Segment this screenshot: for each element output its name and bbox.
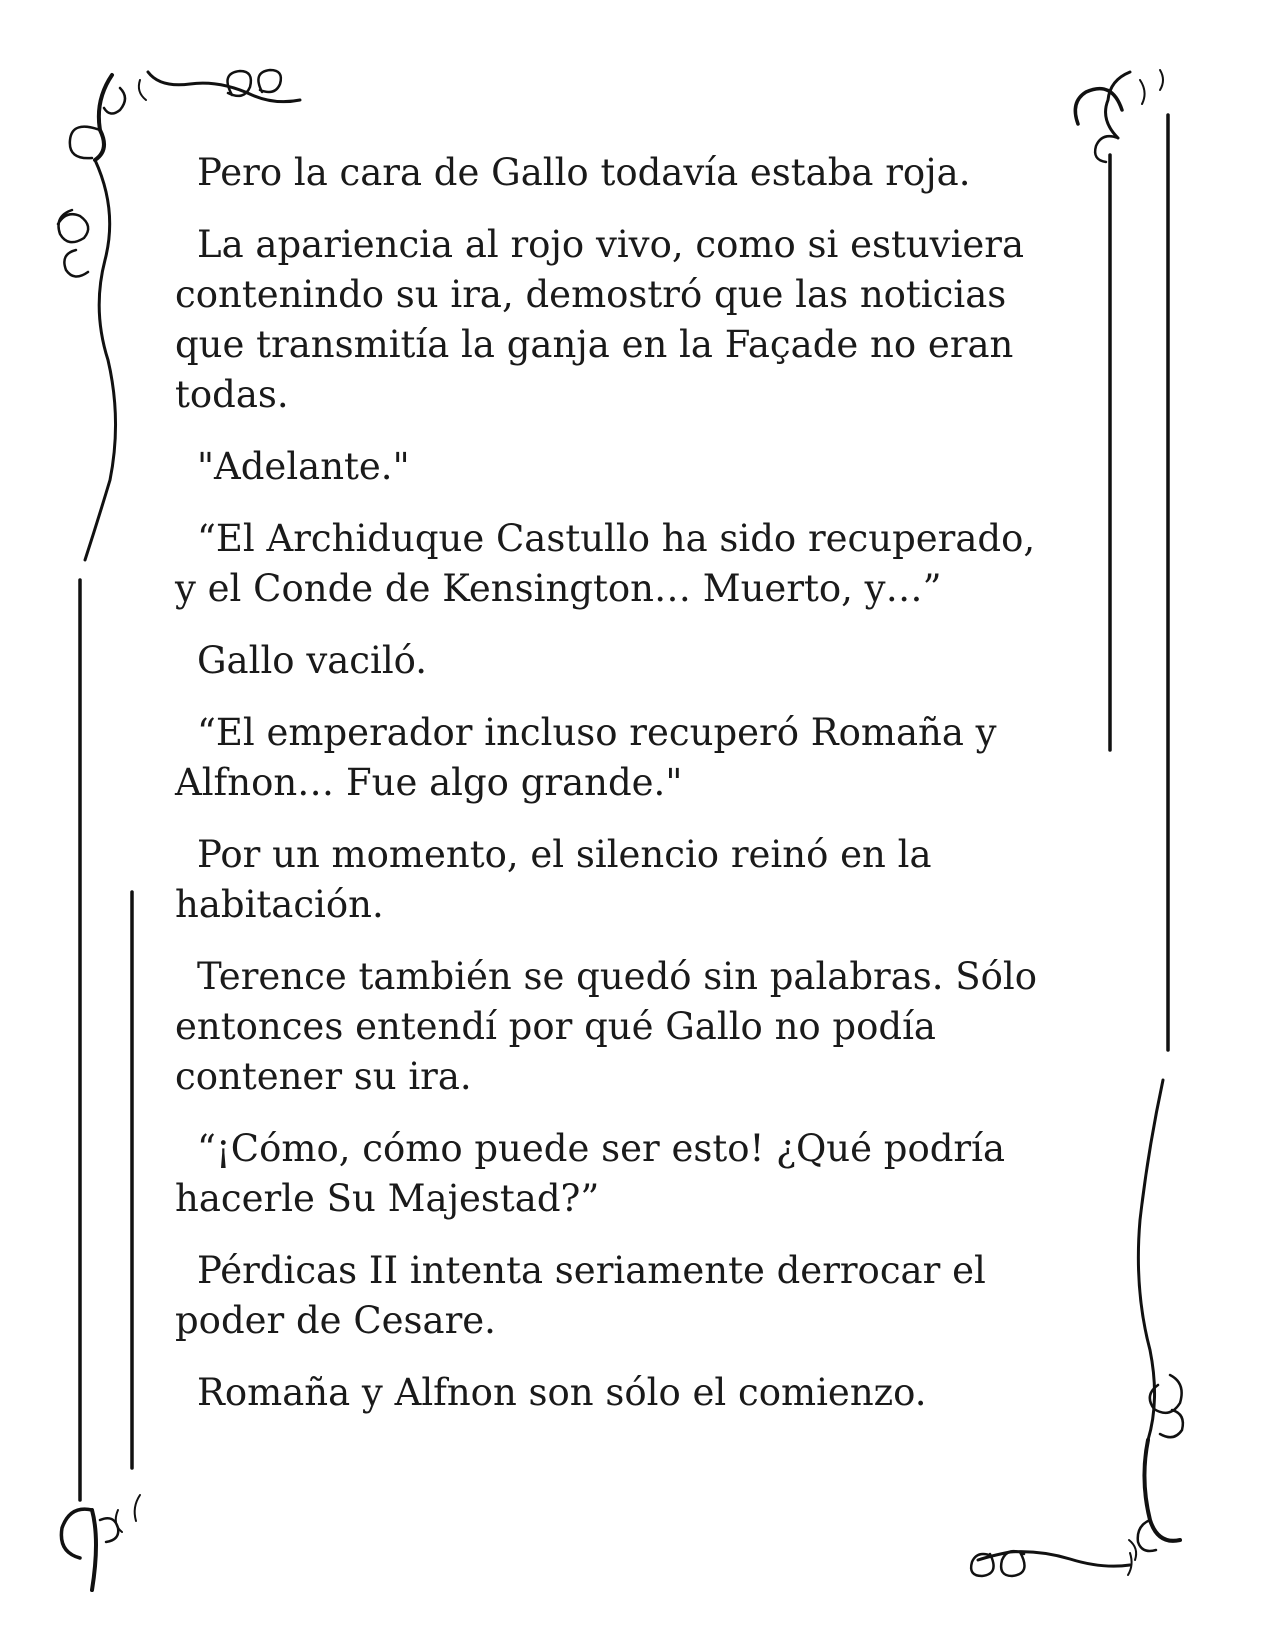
bottom-left-flourish-icon xyxy=(61,1495,140,1590)
top-right-flourish-icon xyxy=(1075,70,1163,162)
paragraph: “El emperador incluso recuperó Romaña y Alfnon… Fue algo grande." xyxy=(175,711,997,804)
paragraph: Pero la cara de Gallo todavía estaba roja. xyxy=(197,151,971,194)
paragraph: Por un momento, el silencio reinó en la habitación. xyxy=(175,833,932,926)
paragraph: Romaña y Alfnon son sólo el comienzo. xyxy=(197,1371,927,1414)
paragraph: “¡Cómo, cómo puede ser esto! ¿Qué podría hacerle Su Majestad?” xyxy=(175,1127,1006,1220)
paragraph: La apariencia al rojo vivo, como si estuviera contenindo su ira, demostró que las noticias que transmitía la ganja en la Façade no eran todas. xyxy=(175,223,1025,416)
story-text xyxy=(175,148,1055,1440)
paragraph: Terence también se quedó sin palabras. Sólo entonces entendí por qué Gallo no podía contener su ira. xyxy=(175,955,1038,1098)
paragraph: Gallo vaciló. xyxy=(197,639,428,682)
paragraph: “El Archiduque Castullo ha sido recuperado, y el Conde de Kensington… Muerto, y…” xyxy=(175,517,1036,610)
paragraph: "Adelante." xyxy=(197,445,410,488)
paragraph: Pérdicas II intenta seriamente derrocar el poder de Cesare. xyxy=(175,1249,986,1342)
